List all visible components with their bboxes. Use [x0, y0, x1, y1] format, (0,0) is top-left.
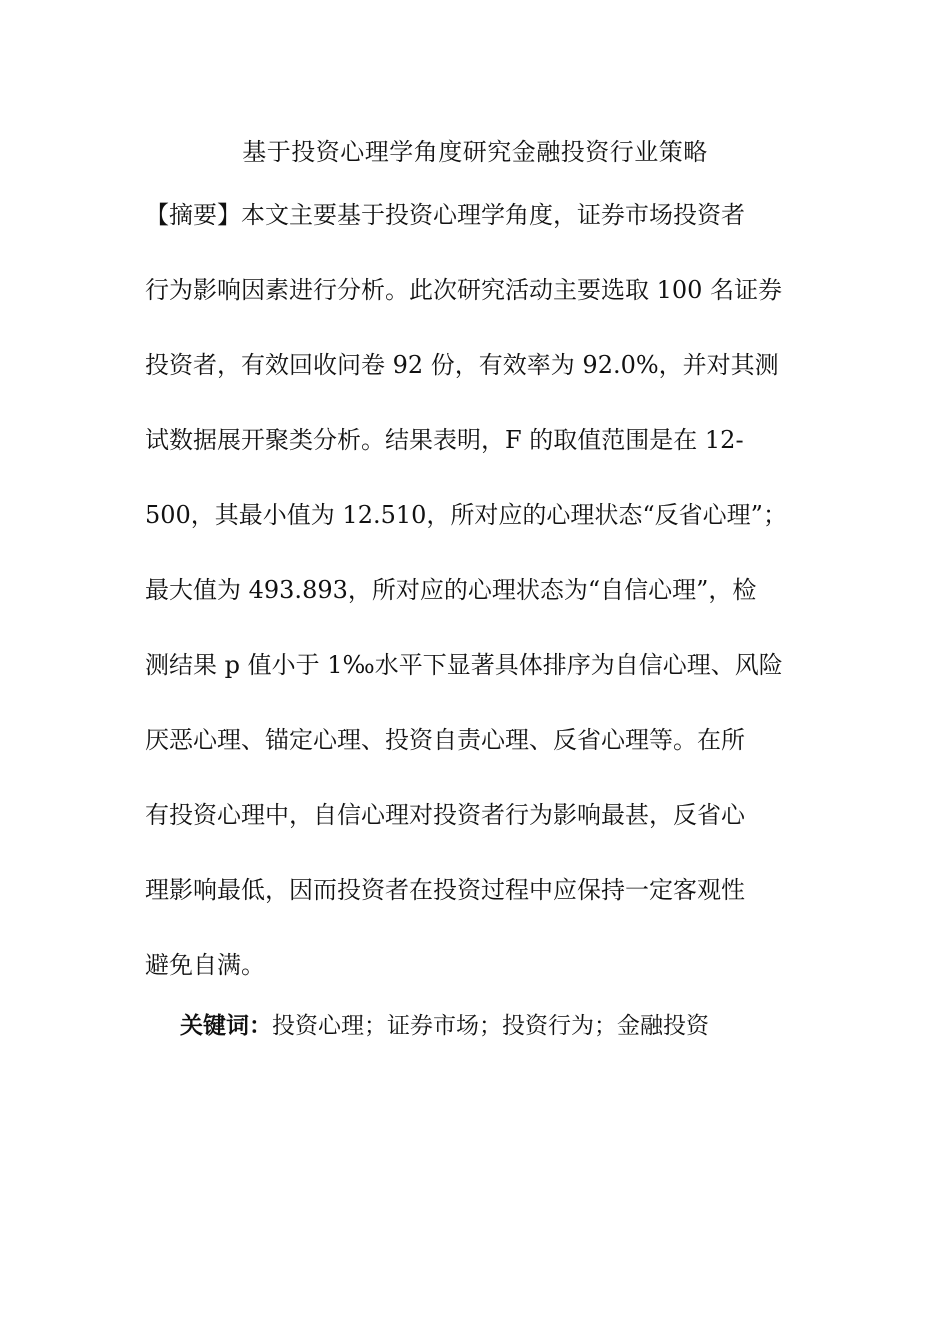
abstract-line: 【摘要】本文主要基于投资心理学角度，证券市场投资者: [145, 201, 745, 229]
abstract-line: 试数据展开聚类分析。结果表明，F 的取值范围是在 12-: [145, 426, 744, 454]
keywords-label: 关键词：: [180, 1013, 272, 1039]
document-title: 基于投资心理学角度研究金融投资行业策略: [242, 138, 708, 166]
abstract-line: 有投资心理中，自信心理对投资者行为影响最甚，反省心: [145, 801, 745, 829]
abstract-line: 行为影响因素进行分析。此次研究活动主要选取 100 名证券: [145, 276, 783, 304]
abstract-line: 避免自满。: [145, 951, 265, 979]
abstract-line: 500，其最小值为 12.510，所对应的心理状态“反省心理”；: [145, 501, 787, 529]
abstract-line: 最大值为 493.893，所对应的心理状态为“自信心理”，检: [145, 576, 757, 604]
keywords-text: 投资心理；证券市场；投资行为；金融投资: [272, 1013, 709, 1039]
keywords-line: [180, 1008, 709, 1044]
abstract-line: 理影响最低，因而投资者在投资过程中应保持一定客观性: [145, 876, 745, 904]
abstract-line: 厌恶心理、锚定心理、投资自责心理、反省心理等。在所: [145, 726, 745, 754]
abstract-line: 投资者，有效回收问卷 92 份，有效率为 92.0%，并对其测: [145, 351, 779, 379]
abstract-line: 测结果 p 值小于 1‰水平下显著具体排序为自信心理、风险: [145, 651, 783, 679]
